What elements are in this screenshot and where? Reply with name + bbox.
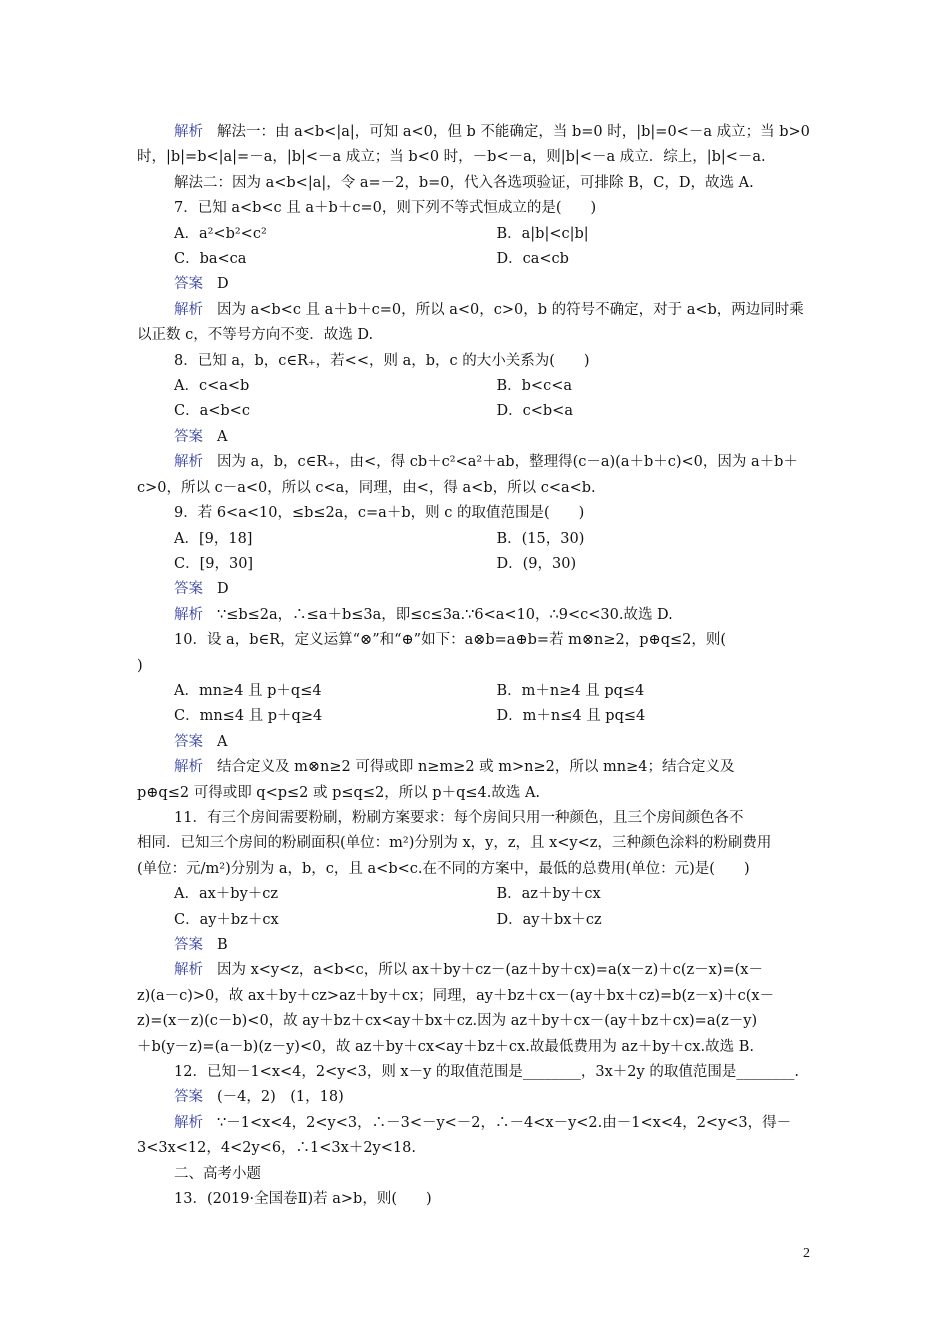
question-stem: ) <box>137 657 143 674</box>
option-b: B．b<c<a <box>496 378 573 395</box>
option-a: A．c<a<b <box>174 378 250 395</box>
analysis-text: 因为 x<y<z，a<b<c，所以 ax＋by＋cz－(az＋by＋cx)=a(x－z)＋c(z－x)=(x－ <box>217 962 763 979</box>
option-c: C．ba<ca <box>174 251 247 268</box>
section-heading: 二、高考小题 <box>174 1165 261 1182</box>
answer-line <box>137 730 819 755</box>
answer-label: 答案 <box>174 937 203 953</box>
answer-value: A <box>217 428 228 445</box>
analysis-label: 解析 <box>174 606 203 623</box>
analysis-line <box>137 603 819 628</box>
answer-line <box>137 933 819 958</box>
analysis-text: ∵≤b≤2a，∴≤a＋b≤3a，即≤c≤3a.∵6<a<10，∴9<c<30.故选 D. <box>217 606 673 623</box>
option-d: D．ay＋bx＋cz <box>496 911 602 928</box>
answer-label: 答案 <box>174 733 203 750</box>
analysis-label: 解析 <box>174 301 203 318</box>
q6-analysis-line: 解法二：因为 a<b<|a|，令 a=－2，b=0，代入各选项验证，可排除 B，C，D，故选 A. <box>174 174 754 191</box>
q6-analysis-line <box>137 120 819 145</box>
options-row <box>137 374 819 399</box>
question-stem: 13．(2019·全国卷Ⅱ)若 a>b，则( ) <box>174 1191 432 1208</box>
analysis-text: 解法一：由 a<b<|a|，可知 a<0，但 b 不能确定，当 b=0 时，|b|=0<－a 成立；当 b>0 <box>217 124 810 140</box>
answer-label: 答案 <box>174 1089 203 1106</box>
options-row <box>137 247 819 272</box>
option-a: A．ax＋by＋cz <box>174 886 279 903</box>
option-d: D．c<b<a <box>496 403 573 420</box>
analysis-line: ＋b(y－z)=(a－b)(z－y)<0，故 az＋by＋cx<ay＋bz＋cx.故最低费用为 az＋by＋cx.故选 B. <box>137 1038 754 1055</box>
option-b: B．m＋n≥4 且 pq≤4 <box>496 682 645 699</box>
answer-label: 答案 <box>174 276 203 293</box>
page-number: 2 <box>803 1246 810 1261</box>
option-d: D．m＋n≤4 且 pq≤4 <box>496 708 646 725</box>
question-stem: 8．已知 a，b，c∈R₊，若<<，则 a，b，c 的大小关系为( ) <box>174 352 590 369</box>
analysis-line <box>137 1111 819 1136</box>
analysis-line: 3<3x<12，4<2y<6，∴1<3x＋2y<18. <box>137 1140 416 1157</box>
option-c: C．mn≤4 且 p＋q≥4 <box>174 708 323 725</box>
analysis-text: 结合定义及 m⊗n≥2 可得或即 n≥m≥2 或 m>n≥2，所以 mn≥4；结合定义及 <box>217 759 735 776</box>
analysis-line <box>137 298 819 323</box>
question-stem: 7．已知 a<b<c 且 a＋b＋c=0，则下列不等式恒成立的是( ) <box>174 200 597 217</box>
options-row <box>137 222 819 247</box>
options-row <box>137 527 819 552</box>
analysis-line: z)(a－c)>0，故 ax＋by＋cz>az＋by＋cx；同理，ay＋bz＋cx－(ay＋bx＋cz)=b(z－x)＋c(x－ <box>137 987 775 1004</box>
answer-value: D <box>217 276 229 293</box>
analysis-line <box>137 755 819 780</box>
options-row <box>137 399 819 424</box>
question-stem: 9．若 6<a<10，≤b≤2a，c=a＋b，则 c 的取值范围是( ) <box>174 505 585 522</box>
analysis-line: 以正数 c，不等号方向不变．故选 D. <box>137 327 374 344</box>
analysis-label: 解析 <box>174 962 203 979</box>
analysis-label: 解析 <box>174 1114 203 1131</box>
option-b: B．(15，30) <box>496 530 585 547</box>
answer-value: (－4，2) (1，18) <box>217 1089 344 1106</box>
answer-label: 答案 <box>174 581 203 598</box>
option-b: B．a|b|<c|b| <box>496 225 589 242</box>
answer-line <box>137 425 819 450</box>
options-row <box>137 882 819 907</box>
analysis-line: p⊕q≤2 可得或即 q<p≤2 或 p≤q≤2，所以 p＋q≤4.故选 A. <box>137 784 541 801</box>
option-a: A．mn≥4 且 p＋q≤4 <box>174 682 322 699</box>
question-stem: 相同．已知三个房间的粉刷面积(单位：m²)分别为 x，y，z，且 x<y<z，三种颜色涂料的粉刷费用 <box>137 835 772 852</box>
question-stem: 10．设 a，b∈R，定义运算“⊗”和“⊕”如下：a⊗b=a⊕b=若 m⊗n≥2，p⊕q≤2，则( <box>174 632 727 649</box>
analysis-line <box>137 958 819 983</box>
analysis-label: 解析 <box>174 124 203 140</box>
option-c: C．a<b<c <box>174 403 250 420</box>
analysis-line: c>0，所以 c－a<0，所以 c<a，同理，由<，得 a<b，所以 c<a<b. <box>137 479 596 496</box>
question-stem: (单位：元/m²)分别为 a，b，c，且 a<b<c.在不同的方案中，最低的总费用(单位：元)是( ) <box>137 860 750 877</box>
option-a: A．a²<b²<c² <box>174 225 267 242</box>
option-c: C．[9，30] <box>174 555 254 572</box>
analysis-line <box>137 450 819 475</box>
options-row <box>137 908 819 933</box>
answer-line <box>137 577 819 602</box>
option-b: B．az＋by＋cx <box>496 886 601 903</box>
answer-value: A <box>217 733 228 750</box>
question-stem: 11．有三个房间需要粉刷，粉刷方案要求：每个房间只用一种颜色，且三个房间颜色各不 <box>174 809 744 826</box>
option-c: C．ay＋bz＋cx <box>174 911 279 928</box>
answer-line <box>137 272 819 297</box>
analysis-text: 因为 a<b<c 且 a＋b＋c=0，所以 a<0，c>0，b 的符号不确定，对于 a<b，两边同时乘 <box>217 301 804 318</box>
analysis-line: z)=(x－z)(c－b)<0，故 ay＋bz＋cx<ay＋bx＋cz.因为 az＋by＋cx－(ay＋bz＋cx)=a(z－y) <box>137 1013 758 1030</box>
answer-line <box>137 1085 819 1110</box>
page-content <box>137 120 819 1212</box>
option-d: D．(9，30) <box>496 555 577 572</box>
answer-value: D <box>217 581 229 598</box>
analysis-label: 解析 <box>174 759 203 776</box>
q6-analysis-line: 时，|b|=b<|a|=－a，|b|<－a 成立；当 b<0 时，－b<－a，则|b|<－a 成立．综上，|b|<－a. <box>137 149 766 166</box>
options-row <box>137 679 819 704</box>
option-d: D．ca<cb <box>496 251 569 268</box>
analysis-text: ∵－1<x<4，2<y<3，∴－3<－y<－2，∴－4<x－y<2.由－1<x<4，2<y<3，得－ <box>217 1114 792 1131</box>
options-row <box>137 704 819 729</box>
analysis-text: 因为 a，b，c∈R₊，由<，得 cb＋c²<a²＋ab，整理得(c－a)(a＋b＋c)<0，因为 a＋b＋ <box>217 454 798 471</box>
answer-label: 答案 <box>174 428 203 445</box>
option-a: A．[9，18] <box>174 530 253 547</box>
answer-value: B <box>217 937 228 953</box>
analysis-label: 解析 <box>174 454 203 471</box>
question-stem: 12．已知－1<x<4，2<y<3，则 x－y 的取值范围是________，3x＋2y 的取值范围是________. <box>174 1064 799 1081</box>
options-row <box>137 552 819 577</box>
